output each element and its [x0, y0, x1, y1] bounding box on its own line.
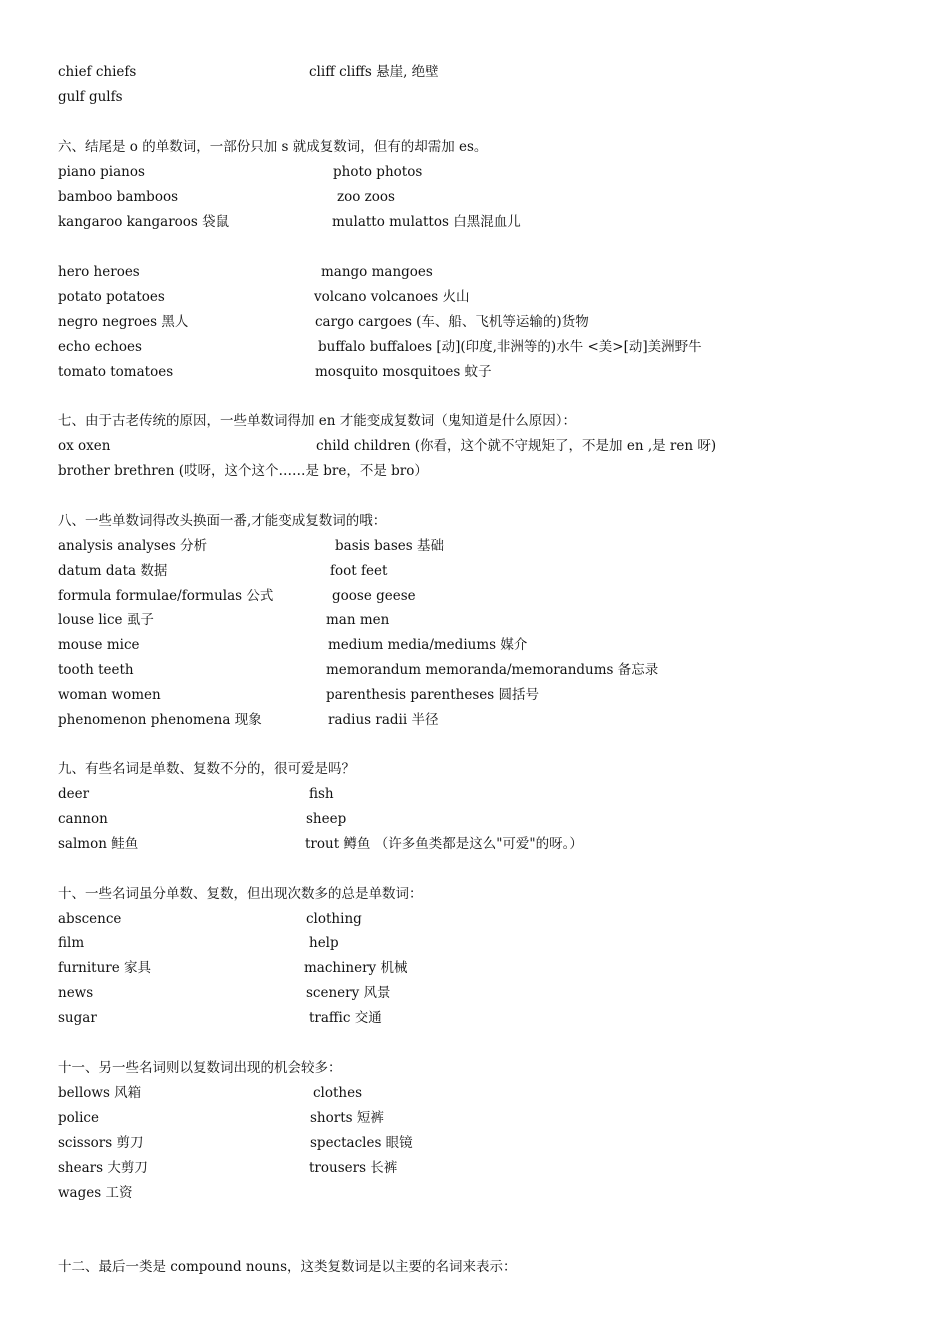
word-left: bellows 风箱 — [58, 1085, 142, 1101]
word-left: hero heroes — [58, 264, 140, 280]
word-right: trout 鳟鱼 （许多鱼类都是这么"可爱"的呀。） — [305, 836, 583, 852]
section-heading: 十一、另一些名词则以复数词出现的机会较多： — [58, 1060, 342, 1076]
word-right: buffalo buffaloes [动](印度,非洲等的)水牛 <美>[动]美洲野牛 — [318, 339, 702, 355]
section-heading: 七、由于古老传统的原因，一些单数词得加 en 才能变成复数词（鬼知道是什么原因）： — [58, 413, 577, 429]
word-right: mulatto mulattos 白黑混血儿 — [332, 214, 521, 230]
word-right: help — [309, 935, 339, 951]
word-right: spectacles 眼镜 — [310, 1135, 413, 1151]
word-right: medium media/mediums 媒介 — [328, 637, 528, 653]
word-left: analysis analyses 分析 — [58, 538, 208, 554]
word-right: basis bases 基础 — [335, 538, 444, 554]
word-left: potato potatoes — [58, 289, 165, 305]
word-left: louse lice 虱子 — [58, 612, 154, 628]
word-left: furniture 家具 — [58, 960, 152, 976]
section-heading: 十二、最后一类是 compound nouns，这类复数词是以主要的名词来表示： — [58, 1259, 517, 1275]
word-left: brother brethren (哎呀，这个这个……是 bre，不是 bro） — [58, 463, 428, 479]
section-heading: 十、一些名词虽分单数、复数，但出现次数多的总是单数词： — [58, 886, 423, 902]
word-left: cannon — [58, 811, 108, 827]
word-right: man men — [326, 612, 390, 628]
word-left: deer — [58, 786, 90, 802]
word-right: zoo zoos — [337, 189, 395, 205]
word-right: radius radii 半径 — [328, 712, 439, 728]
word-left: datum data 数据 — [58, 563, 168, 579]
word-right: foot feet — [330, 563, 388, 579]
word-right: child children (你看，这个就不守规矩了，不是加 en ,是 ren 呀) — [316, 438, 717, 454]
section-heading: 六、结尾是 o 的单数词，一部份只加 s 就成复数词，但有的却需加 es。 — [58, 139, 488, 155]
word-right: memorandum memoranda/memorandums 备忘录 — [326, 662, 659, 678]
word-left: kangaroo kangaroos 袋鼠 — [58, 214, 230, 230]
word-right: machinery 机械 — [304, 960, 408, 976]
word-right: sheep — [306, 811, 347, 827]
word-right: clothes — [313, 1085, 363, 1101]
word-left: tooth teeth — [58, 662, 134, 678]
word-left: bamboo bamboos — [58, 189, 178, 205]
word-right: fish — [309, 786, 334, 802]
word-left: echo echoes — [58, 339, 142, 355]
word-left: wages 工资 — [58, 1185, 133, 1201]
word-left: negro negroes 黑人 — [58, 314, 189, 330]
word-right: trousers 长裤 — [309, 1160, 398, 1176]
word-left: tomato tomatoes — [58, 364, 174, 380]
word-right: mango mangoes — [321, 264, 433, 280]
word-right: cargo cargoes (车、船、飞机等运输的)货物 — [315, 314, 589, 330]
word-left: formula formulae/formulas 公式 — [58, 588, 274, 604]
word-right: traffic 交通 — [309, 1010, 382, 1026]
word-left: abscence — [58, 911, 122, 927]
word-left: police — [58, 1110, 99, 1126]
word-left: ox oxen — [58, 438, 111, 454]
word-left: salmon 鲑鱼 — [58, 836, 139, 852]
word-left: film — [58, 935, 85, 951]
word-left: shears 大剪刀 — [58, 1160, 148, 1176]
word-right: volcano volcanoes 火山 — [314, 289, 470, 305]
word-left: sugar — [58, 1010, 97, 1026]
word-left: piano pianos — [58, 164, 145, 180]
section-heading: 九、有些名词是单数、复数不分的，很可爱是吗？ — [58, 761, 355, 777]
word-left: chief chiefs — [58, 64, 137, 80]
word-left: mouse mice — [58, 637, 140, 653]
word-right: mosquito mosquitoes 蚊子 — [315, 364, 492, 380]
word-right: clothing — [306, 911, 362, 927]
word-right: cliff cliffs 悬崖, 绝壁 — [309, 64, 439, 80]
word-right: parenthesis parentheses 圆括号 — [326, 687, 539, 703]
word-right: shorts 短裤 — [310, 1110, 384, 1126]
word-left: news — [58, 985, 94, 1001]
word-right: goose geese — [332, 588, 416, 604]
word-left: woman women — [58, 687, 161, 703]
word-left: scissors 剪刀 — [58, 1135, 144, 1151]
word-left: phenomenon phenomena 现象 — [58, 712, 262, 728]
section-heading: 八、一些单数词得改头换面一番,才能变成复数词的哦： — [58, 513, 387, 529]
word-right: photo photos — [333, 164, 423, 180]
word-left: gulf gulfs — [58, 89, 123, 105]
word-right: scenery 风景 — [306, 985, 391, 1001]
